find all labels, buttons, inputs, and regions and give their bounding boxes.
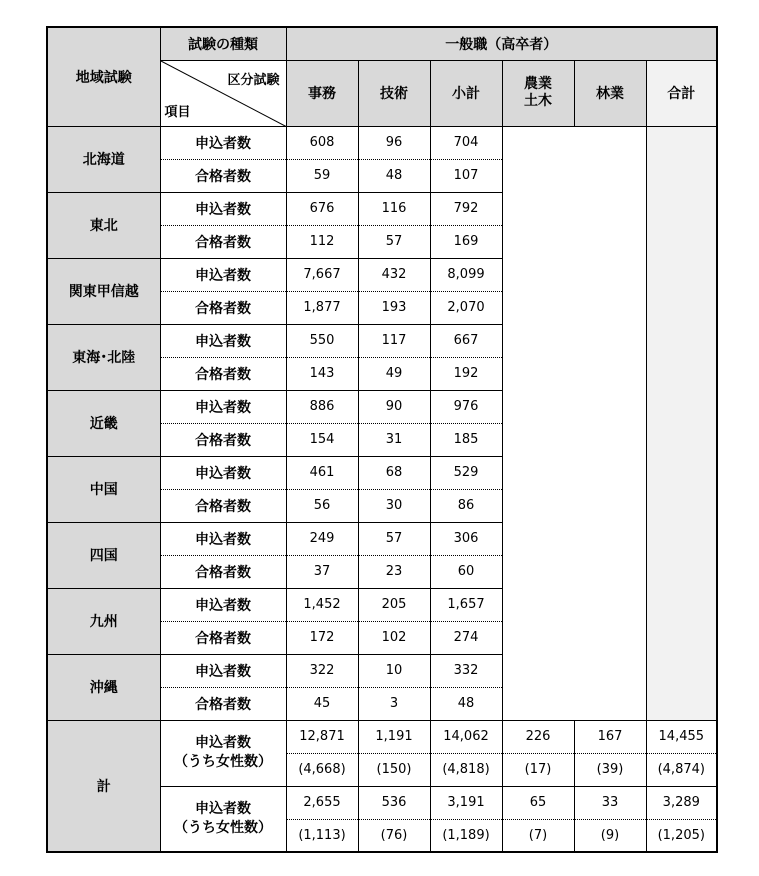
region-name: 沖縄 [47, 654, 160, 720]
applicants-label: 申込者数 [160, 588, 286, 621]
total-label-line1: 申込者数 [195, 735, 251, 751]
blank-total-area [646, 126, 717, 720]
region-name: 九州 [47, 588, 160, 654]
applicants-value: 608 [286, 126, 358, 159]
total-value: 226 [502, 720, 574, 753]
applicants-value: 90 [358, 390, 430, 423]
passers-label: 合格者数 [160, 423, 286, 456]
passers-value: 193 [358, 291, 430, 324]
col-shokei: 小計 [430, 60, 502, 126]
total-value: 65 [502, 786, 574, 819]
total-value: (1,189) [430, 819, 502, 852]
passers-value: 172 [286, 621, 358, 654]
applicants-value: 10 [358, 654, 430, 687]
item-label: 項目 [164, 104, 191, 120]
exam-type-header: 試験の種類 [160, 27, 286, 60]
passers-value: 23 [358, 555, 430, 588]
region-name: 中国 [47, 456, 160, 522]
total-label: 計 [47, 720, 160, 852]
total-value: 167 [574, 720, 646, 753]
blank-area [502, 126, 646, 720]
total-value: 12,871 [286, 720, 358, 753]
region-name: 近畿 [47, 390, 160, 456]
applicants-value: 7,667 [286, 258, 358, 291]
applicants-value: 886 [286, 390, 358, 423]
total-value: 536 [358, 786, 430, 819]
passers-value: 57 [358, 225, 430, 258]
applicants-label: 申込者数 [160, 126, 286, 159]
passers-value: 49 [358, 357, 430, 390]
applicants-value: 1,452 [286, 588, 358, 621]
passers-label: 合格者数 [160, 687, 286, 720]
applicants-value: 306 [430, 522, 502, 555]
passers-value: 37 [286, 555, 358, 588]
total-applicants-label [160, 720, 286, 786]
applicants-value: 976 [430, 390, 502, 423]
total-value: (17) [502, 753, 574, 786]
region-name: 四国 [47, 522, 160, 588]
applicants-value: 461 [286, 456, 358, 489]
applicants-value: 792 [430, 192, 502, 225]
total-value: 33 [574, 786, 646, 819]
total-value: (4,818) [430, 753, 502, 786]
applicants-value: 96 [358, 126, 430, 159]
total-value: 3,289 [646, 786, 717, 819]
total-value: (4,668) [286, 753, 358, 786]
applicants-label: 申込者数 [160, 456, 286, 489]
applicants-label: 申込者数 [160, 522, 286, 555]
table-row [47, 126, 717, 159]
division-exam-label: 区分試験 [227, 72, 280, 88]
applicants-value: 1,657 [430, 588, 502, 621]
applicants-value: 8,099 [430, 258, 502, 291]
diagonal-header-cell [160, 60, 286, 126]
passers-value: 48 [358, 159, 430, 192]
total-row [47, 720, 717, 753]
applicants-value: 116 [358, 192, 430, 225]
applicants-label: 申込者数 [160, 390, 286, 423]
applicants-value: 322 [286, 654, 358, 687]
applicants-value: 249 [286, 522, 358, 555]
exam-statistics-table [46, 26, 718, 853]
applicants-value: 57 [358, 522, 430, 555]
col-nogyo-line1: 農業 [524, 76, 552, 92]
applicants-label: 申込者数 [160, 324, 286, 357]
passers-value: 45 [286, 687, 358, 720]
passers-label: 合格者数 [160, 489, 286, 522]
total-label-line2: （うち女性数） [174, 754, 272, 770]
passers-value: 2,070 [430, 291, 502, 324]
region-name: 関東甲信越 [47, 258, 160, 324]
total-value: 14,062 [430, 720, 502, 753]
passers-value: 60 [430, 555, 502, 588]
region-name: 北海道 [47, 126, 160, 192]
col-nogyo-line2: 土木 [524, 93, 552, 109]
col-nogyo [502, 60, 574, 126]
passers-value: 48 [430, 687, 502, 720]
passers-label: 合格者数 [160, 555, 286, 588]
total-value: (9) [574, 819, 646, 852]
applicants-value: 529 [430, 456, 502, 489]
passers-value: 31 [358, 423, 430, 456]
applicants-label: 申込者数 [160, 654, 286, 687]
col-jimu: 事務 [286, 60, 358, 126]
applicants-label: 申込者数 [160, 192, 286, 225]
applicants-value: 117 [358, 324, 430, 357]
passers-value: 102 [358, 621, 430, 654]
total-value: 3,191 [430, 786, 502, 819]
passers-value: 1,877 [286, 291, 358, 324]
passers-value: 185 [430, 423, 502, 456]
col-gijutsu: 技術 [358, 60, 430, 126]
applicants-value: 667 [430, 324, 502, 357]
total-value: 2,655 [286, 786, 358, 819]
col-ringyo: 林業 [574, 60, 646, 126]
general-hs-header: 一般職（高卒者） [286, 27, 717, 60]
region-exam-header: 地域試験 [47, 27, 160, 126]
total-label-line1: 申込者数 [195, 800, 251, 817]
total-value: (76) [358, 819, 430, 852]
total-value: (150) [358, 753, 430, 786]
total-value: 1,191 [358, 720, 430, 753]
passers-label: 合格者数 [160, 291, 286, 324]
col-gokei: 合計 [646, 60, 717, 126]
passers-label: 合格者数 [160, 225, 286, 258]
passers-value: 59 [286, 159, 358, 192]
region-name: 東海･北陸 [47, 324, 160, 390]
passers-value: 192 [430, 357, 502, 390]
total-value: 14,455 [646, 720, 717, 753]
applicants-value: 332 [430, 654, 502, 687]
passers-value: 274 [430, 621, 502, 654]
total-value: (1,205) [646, 819, 717, 852]
passers-value: 30 [358, 489, 430, 522]
applicants-value: 68 [358, 456, 430, 489]
passers-value: 107 [430, 159, 502, 192]
applicants-value: 550 [286, 324, 358, 357]
total-value: (39) [574, 753, 646, 786]
applicants-value: 432 [358, 258, 430, 291]
total-value: (1,113) [286, 819, 358, 852]
total-label-line2: （うち女性数） [174, 819, 272, 836]
applicants-value: 704 [430, 126, 502, 159]
passers-label: 合格者数 [160, 357, 286, 390]
applicants-value: 676 [286, 192, 358, 225]
applicants-value: 205 [358, 588, 430, 621]
passers-value: 56 [286, 489, 358, 522]
passers-value: 112 [286, 225, 358, 258]
total-value: (4,874) [646, 753, 717, 786]
passers-value: 154 [286, 423, 358, 456]
region-name: 東北 [47, 192, 160, 258]
passers-value: 3 [358, 687, 430, 720]
total-applicants-label-2 [160, 786, 286, 852]
total-value: (7) [502, 819, 574, 852]
passers-value: 86 [430, 489, 502, 522]
passers-label: 合格者数 [160, 621, 286, 654]
passers-value: 143 [286, 357, 358, 390]
passers-label: 合格者数 [160, 159, 286, 192]
passers-value: 169 [430, 225, 502, 258]
applicants-label: 申込者数 [160, 258, 286, 291]
